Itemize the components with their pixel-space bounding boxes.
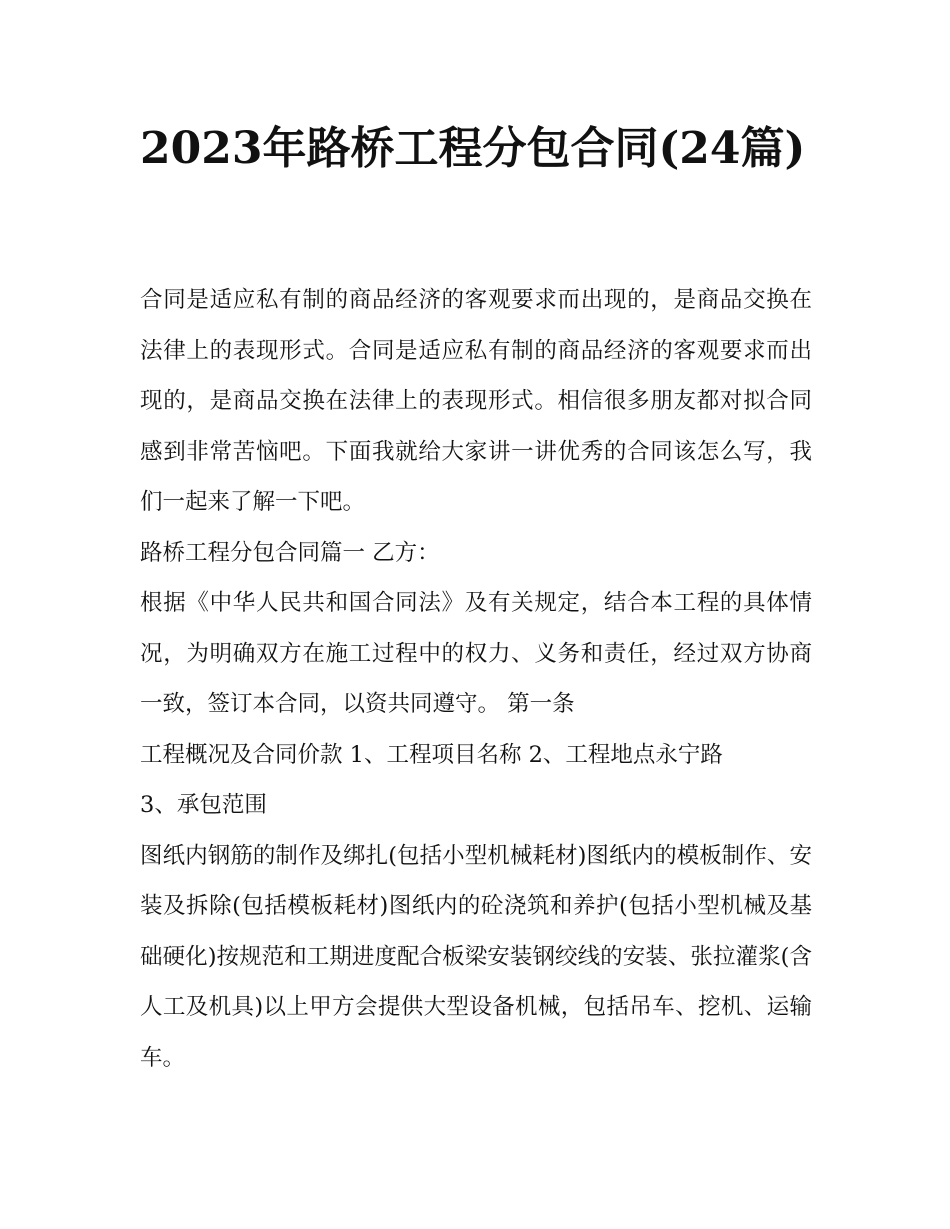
intro-paragraph: 合同是适应私有制的商品经济的客观要求而出现的，是商品交换在法律上的表现形式。合同是适应私有制的商品经济的客观要求而出现的，是商品交换在法律上的表现形式。相信很多朋友都对拟合同感到非常苦恼吧。下面我就给大家讲一讲优秀的合同该怎么写，我们一起来了解一下吧。 [140, 287, 812, 515]
scope-heading: 3、承包范围 [140, 792, 267, 818]
section-heading-party-b: 路桥工程分包合同篇一 乙方： [140, 539, 440, 566]
document-title: 2023年路桥工程分包合同(24篇) [140, 123, 806, 174]
document-body [140, 275, 812, 1083]
preamble-paragraph: 根据《中华人民共和国合同法》及有关规定，结合本工程的具体情况，为明确双方在施工过程中的权力、义务和责任，经过双方协商一致，签订本合同，以资共同遵守。 第一条 [140, 590, 812, 717]
project-overview-line: 工程概况及合同价款 1、工程项目名称 2、工程地点永宁路 [140, 741, 723, 768]
scope-paragraph: 图纸内钢筋的制作及绑扎(包括小型机械耗材)图纸内的模板制作、安装及拆除(包括模板耗材)图纸内的砼浇筑和养护(包括小型机械及基础硬化)按规范和工期进度配合板梁安装钢绞线的安装、张拉灌浆(含人工及机具)以上甲方会提供大型设备机械，包括吊车、挖机、运输车。 [140, 842, 812, 1071]
